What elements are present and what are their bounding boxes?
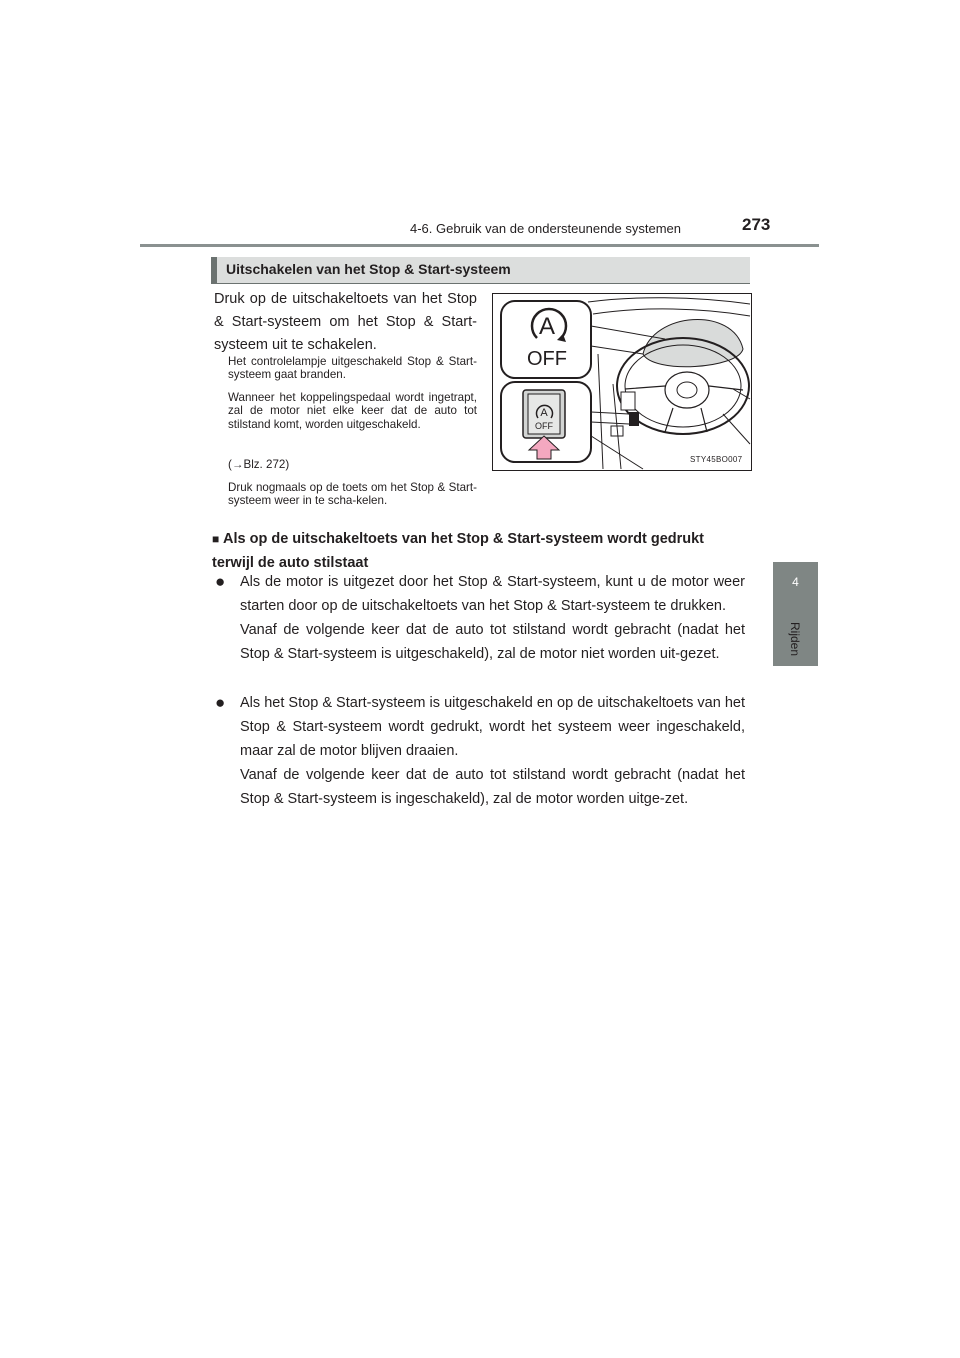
dashboard-drawing <box>493 294 751 470</box>
subsection-heading-text: Als op de uitschakeltoets van het Stop & Start-systeem wordt gedrukt terwijl de auto stilstaat <box>212 531 705 571</box>
list-item <box>215 570 745 666</box>
list-item-paragraph: Als het Stop & Start-systeem is uitgeschakeld en op de uitschakeltoets van het Stop & Start-systeem wordt gedrukt, wordt het systeem weer ingeschakeld, maar zal de motor blijven draaien. <box>240 695 745 759</box>
subsection-heading <box>212 527 745 575</box>
section-title: Uitschakelen van het Stop & Start-systeem <box>226 261 511 277</box>
off-label-large: OFF <box>527 348 567 370</box>
square-bullet-icon: ■ <box>212 532 220 546</box>
off-label-small: OFF <box>535 421 553 431</box>
intro-text: Druk op de uitschakeltoets van het Stop & Start-systeem om het Stop & Start-systeem uit te schakelen. <box>214 291 477 353</box>
list-item <box>215 691 745 811</box>
auto-letter: A <box>538 313 556 340</box>
running-header: 4-6. Gebruik van de ondersteunende systemen <box>410 221 682 236</box>
round-bullet-icon: ● <box>215 572 226 591</box>
section-underline <box>211 283 750 284</box>
list-item-paragraph: Als de motor is uitgezet door het Stop & Start-systeem, kunt u de motor weer starten door op de uitschakeltoets van het Stop & Start-systeem te drukken. <box>240 574 745 614</box>
list-item-paragraph: Vanaf de volgende keer dat de auto tot stilstand wordt gebracht (nadat het Stop & Start-systeem is uitgeschakeld), zal de motor niet worden uit-gezet. <box>240 622 745 662</box>
list-item-paragraph: Vanaf de volgende keer dat de auto tot stilstand wordt gebracht (nadat het Stop & Start-systeem is ingeschakeld), zal de motor worden uitge-zet. <box>240 767 745 807</box>
note-clutch: Wanneer het koppelingspedaal wordt ingetrapt, zal de motor niet elke keer dat de auto tot stilstand komt, worden uitgeschakeld. <box>228 391 477 431</box>
header-rule <box>140 244 819 247</box>
figure-code: STY45BO007 <box>690 455 743 464</box>
illustration-stop-start-switch <box>492 293 752 471</box>
note-indicator: Het controlelampje uitgeschakeld Stop & Start-systeem gaat branden. <box>228 355 477 382</box>
page-number: 273 <box>742 215 771 234</box>
switch-letter: A <box>540 407 548 419</box>
chapter-number: 4 <box>792 575 799 589</box>
chapter-label: Rijden <box>788 621 802 657</box>
round-bullet-icon: ● <box>215 693 226 712</box>
section-title-accent <box>211 257 217 283</box>
note-page-reference: (→Blz. 272) <box>228 458 290 471</box>
note-reactivate: Druk nogmaals op de toets om het Stop & Start-systeem weer in te scha-kelen. <box>228 481 477 508</box>
